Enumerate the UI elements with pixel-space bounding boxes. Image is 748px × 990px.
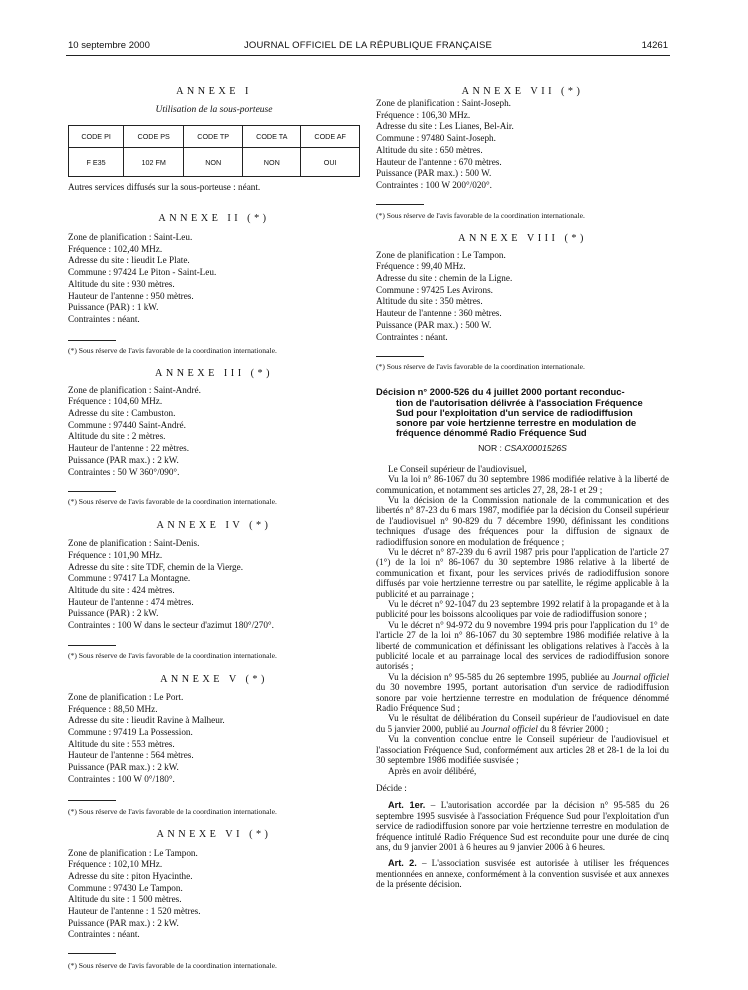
footnote: (*) Sous réserve de l'avis favorable de la coordination internationale. (68, 345, 277, 355)
journal-officiel-ref: Journal officiel (481, 723, 538, 734)
decision-intro: Le Conseil supérieur de l'audiovisuel, (388, 463, 527, 474)
annexe-2-title: ANNEXE II (*) (158, 213, 270, 224)
decision-title-line: Sud pour l'exploitation d'un service de radiodiffusion (396, 406, 633, 418)
detail-line: Altitude du site : 553 mètres. (68, 738, 175, 749)
detail-line: Puissance (PAR max.) : 500 W. (376, 319, 492, 330)
detail-line: Puissance (PAR max.) : 2 kW. (68, 454, 179, 465)
article-1-text: – L'autorisation accordée par la décision n° 95-585 du 26 septembre 1995 susvisée à l'association Fréquence Sud pour l'exploitation d'un service de radiodiffusion sonore par voie hertzienne terrestre en modulation de fréquence intitulé Radio Fréquence Sud est reconduite pour une durée de cinq ans, du 9 janvier 2001 à 6 heures au 9 janvier 2006 à 6 heures. (376, 800, 670, 852)
table-row (69, 148, 360, 177)
detail-line: Zone de planification : Saint-Leu. (68, 232, 193, 242)
detail-line: Altitude du site : 650 mètres. (376, 144, 483, 155)
detail-line: Fréquence : 106,30 MHz. (376, 109, 471, 120)
detail-line: Fréquence : 102,40 MHz. (68, 243, 163, 254)
detail-line: Contraintes : 100 W 200°/020°. (376, 179, 492, 190)
decision-title-line: sonore par voie hertzienne terrestre en modulation de (396, 417, 637, 429)
footnote: (*) Sous réserve de l'avis favorable de la coordination internationale. (376, 362, 585, 372)
table-header-cell: CODE PS (124, 126, 184, 148)
detail-line: Fréquence : 99,40 MHz. (376, 261, 466, 272)
decision-title (376, 387, 669, 438)
detail-line: Adresse du site : lieudit Ravine à Malheur. (68, 715, 225, 726)
table-cell: OUI (301, 148, 360, 177)
detail-line: Contraintes : 100 W 0°/180°. (68, 773, 175, 784)
detail-line: Altitude du site : 350 mètres. (376, 296, 483, 307)
detail-line: Commune : 97425 Les Avirons. (376, 284, 493, 295)
detail-line: Commune : 97430 Le Tampon. (68, 882, 183, 893)
subcarrier-table (68, 125, 360, 177)
annexe-1-title: ANNEXE I (176, 86, 252, 97)
decision-title-line: fréquence dénommé Radio Fréquence Sud (396, 427, 587, 439)
table-header-cell: CODE TA (243, 126, 301, 148)
detail-line: Commune : 97480 Saint-Joseph. (376, 133, 496, 144)
annexe-2-details (68, 232, 360, 326)
apres-deliberation: Après en avoir délibéré, (388, 765, 477, 776)
detail-line: Hauteur de l'antenne : 360 mètres. (376, 308, 502, 319)
detail-line: Hauteur de l'antenne : 1 520 mètres. (68, 906, 201, 917)
considerant: Vu la décision de la Commission nationale de la communication et des libertés n° 87-23 du 6 mars 1987, modifiée par la décision du Conseil supérieur de l'audiovisuel n° 90-829 du 7 décembre 1990, définissant les conditions techniques d'usage des fréquences pour la diffusion de signaux de radiodiffusion sonore en modulation de fréquence ; (376, 494, 669, 547)
header-rule (66, 55, 670, 56)
detail-line: Adresse du site : lieudit Le Plate. (68, 255, 190, 266)
detail-line: Zone de planification : Le Port. (68, 691, 184, 702)
detail-line: Zone de planification : Le Tampon. (68, 847, 198, 858)
footnote: (*) Sous réserve de l'avis favorable de la coordination internationale. (68, 650, 277, 660)
detail-line: Hauteur de l'antenne : 22 mètres. (68, 443, 190, 454)
footnote-rule (68, 491, 116, 492)
right-column (376, 86, 669, 890)
detail-line: Altitude du site : 424 mètres. (68, 585, 175, 596)
detail-line: Contraintes : 50 W 360°/090°. (68, 466, 180, 477)
detail-line: Puissance (PAR) : 1 kW. (68, 302, 159, 313)
detail-line: Hauteur de l'antenne : 474 mètres. (68, 596, 194, 607)
article-1-label: Art. 1er. (388, 800, 426, 811)
detail-line: Altitude du site : 930 mètres. (68, 278, 175, 289)
detail-line: Altitude du site : 1 500 mètres. (68, 894, 182, 905)
detail-line: Contraintes : 100 W dans le secteur d'azimut 180°/270°. (68, 620, 274, 631)
considerant: Vu le décret n° 87-239 du 6 avril 1987 pris pour l'application de l'article 27 (1°) de la loi n° 86-1067 du 30 septembre 1986 relative à la liberté de communication et fixant, pour les services privés de radiodiffusion sonore diffusés par voie hertzienne terrestre ou par satellite, le régime applicable à la publicité et au parrainage ; (376, 546, 669, 599)
detail-line: Altitude du site : 2 mètres. (68, 431, 166, 442)
detail-line: Adresse du site : Les Lianes, Bel-Air. (376, 121, 514, 132)
detail-line: Commune : 97440 Saint-André. (68, 419, 186, 430)
detail-line: Puissance (PAR max.) : 500 W. (376, 168, 492, 179)
footnote: (*) Sous réserve de l'avis favorable de la coordination internationale. (68, 806, 277, 816)
detail-line: Fréquence : 104,60 MHz. (68, 396, 163, 407)
detail-line: Fréquence : 102,10 MHz. (68, 859, 163, 870)
detail-line: Puissance (PAR max.) : 2 kW. (68, 917, 179, 928)
considerant: Vu le décret n° 92-1047 du 23 septembre 1992 relatif à la propagande et à la publicité pour les boissons alcooliques par voie de radiodiffusion sonore ; (376, 599, 669, 620)
table-cell: NON (184, 148, 243, 177)
footnote-rule (68, 800, 116, 801)
detail-line: Contraintes : néant. (68, 929, 140, 940)
annexe-1-other-services: Autres services diffusés sur la sous-porteuse : néant. (68, 182, 261, 192)
detail-line: Fréquence : 101,90 MHz. (68, 549, 163, 560)
article-2 (376, 858, 669, 889)
detail-line: Zone de planification : Saint-Denis. (68, 538, 200, 549)
decision-title-line: Décision n° 2000-526 du 4 juillet 2000 portant reconduc- (376, 386, 625, 398)
detail-line: Puissance (PAR max.) : 2 kW. (68, 762, 179, 773)
detail-line: Contraintes : néant. (68, 313, 140, 324)
nor-reference (376, 442, 669, 454)
detail-line: Hauteur de l'antenne : 950 mètres. (68, 290, 194, 301)
detail-line: Zone de planification : Le Tampon. (376, 249, 506, 260)
nor-code: CSAX0001526S (504, 442, 567, 453)
detail-line: Contraintes : néant. (376, 331, 448, 342)
annexe-5-title: ANNEXE V (*) (160, 673, 268, 685)
footnote-rule (68, 953, 116, 954)
annexe-1-subtitle: Utilisation de la sous-porteuse (155, 105, 273, 115)
detail-line: Hauteur de l'antenne : 564 mètres. (68, 750, 194, 761)
annexe-4-title: ANNEXE IV (*) (156, 520, 272, 532)
considerant: Vu le décret n° 94-972 du 9 novembre 1994 pris pour l'application du 1° de l'article 27 de la loi n° 86-1067 du 30 septembre 1986 modifiée relative à la liberté de communication et définissant les obligations relatives à l'accès à la publicité locale et au parrainage local des services de radiodiffusion sonore autorisés ; (376, 619, 669, 672)
considerant-text: Vu le résultat de délibération du Conseil supérieur de l'audiovisuel en date du 5 janvier 2000, publié au (376, 713, 669, 734)
footnote: (*) Sous réserve de l'avis favorable de la coordination internationale. (68, 961, 277, 971)
footnote-rule (68, 645, 116, 646)
annexe-8-details (376, 250, 669, 344)
annexe-7-title: ANNEXE VII (*) (461, 86, 584, 97)
annexe-6-details (68, 848, 360, 942)
detail-line: Fréquence : 88,50 MHz. (68, 703, 158, 714)
journal-officiel-ref: Journal officiel (612, 671, 669, 682)
detail-line: Puissance (PAR) : 2 kW. (68, 608, 159, 619)
article-2-text: – L'association susvisée est autorisée à utiliser les fréquences mentionnées en annexe, conformément à la convention susvisée et aux annexes de la présente décision. (376, 858, 669, 890)
decision-body (376, 464, 669, 890)
left-column (68, 86, 360, 971)
footnote-rule (376, 204, 424, 205)
table-cell: 102 FM (124, 148, 184, 177)
considerant (376, 672, 669, 714)
annexe-8-title: ANNEXE VIII (*) (458, 232, 587, 244)
detail-line: Adresse du site : Cambuston. (68, 408, 176, 419)
page-header (68, 40, 668, 54)
decision-title-line: tion de l'autorisation délivrée à l'association Fréquence (396, 396, 643, 408)
article-2-label: Art. 2. (388, 858, 417, 869)
considerant: Vu la convention conclue entre le Conseil supérieur de l'audiovisuel et l'association Fréquence Sud, conformément aux articles 28 et 28-1 de la loi du 30 septembre 1986 modifiée susvisée ; (376, 734, 669, 766)
table-cell: NON (243, 148, 301, 177)
table-header-row (69, 126, 360, 148)
detail-line: Adresse du site : piton Hyacinthe. (68, 870, 193, 881)
annexe-3-title: ANNEXE III (*) (154, 367, 274, 379)
considerant-text: du 30 novembre 1995, portant autorisation d'un service de radiodiffusion sonore par voie hertzienne terrestre en modulation de fréquence dénommé Radio Fréquence Sud ; (376, 682, 669, 714)
nor-label: NOR : (478, 442, 502, 453)
detail-line: Commune : 97419 La Possession. (68, 726, 193, 737)
detail-line: Zone de planification : Saint-Joseph. (376, 98, 511, 108)
detail-line: Hauteur de l'antenne : 670 mètres. (376, 156, 502, 167)
annexe-5-details (68, 692, 360, 786)
considerant (376, 713, 669, 734)
footnote: (*) Sous réserve de l'avis favorable de la coordination internationale. (376, 210, 585, 220)
considerant: Vu la loi n° 86-1067 du 30 septembre 1986 modifiée relative à la liberté de communication, et notamment ses articles 27, 28, 28-1 et 29 ; (376, 474, 669, 495)
detail-line: Zone de planification : Saint-André. (68, 384, 201, 395)
header-date: 10 septembre 2000 (68, 40, 150, 51)
table-cell: F E35 (69, 148, 124, 177)
table-header-cell: CODE TP (184, 126, 243, 148)
footnote-rule (376, 356, 424, 357)
annexe-3-details (68, 385, 360, 479)
detail-line: Adresse du site : chemin de la Ligne. (376, 273, 513, 284)
considerant-text: du 8 février 2000 ; (537, 723, 609, 734)
article-1 (376, 800, 669, 852)
detail-line: Commune : 97417 La Montagne. (68, 573, 191, 584)
annexe-7-details (376, 98, 669, 192)
detail-line: Commune : 97424 Le Piton - Saint-Leu. (68, 267, 217, 278)
footnote: (*) Sous réserve de l'avis favorable de la coordination internationale. (68, 497, 277, 507)
header-journal-title: JOURNAL OFFICIEL DE LA RÉPUBLIQUE FRANÇAISE (243, 40, 493, 51)
detail-line: Adresse du site : site TDF, chemin de la Vierge. (68, 561, 244, 572)
table-header-cell: CODE AF (301, 126, 360, 148)
header-page-number: 14261 (641, 40, 668, 51)
annexe-4-details (68, 538, 360, 632)
table-header-cell: CODE PI (69, 126, 124, 148)
decide-heading: Décide : (376, 782, 407, 793)
footnote-rule (68, 340, 116, 341)
considerant-text: Vu la décision n° 95-585 du 26 septembre 1995, publiée au (388, 671, 613, 682)
annexe-6-title: ANNEXE VI (*) (156, 828, 272, 840)
